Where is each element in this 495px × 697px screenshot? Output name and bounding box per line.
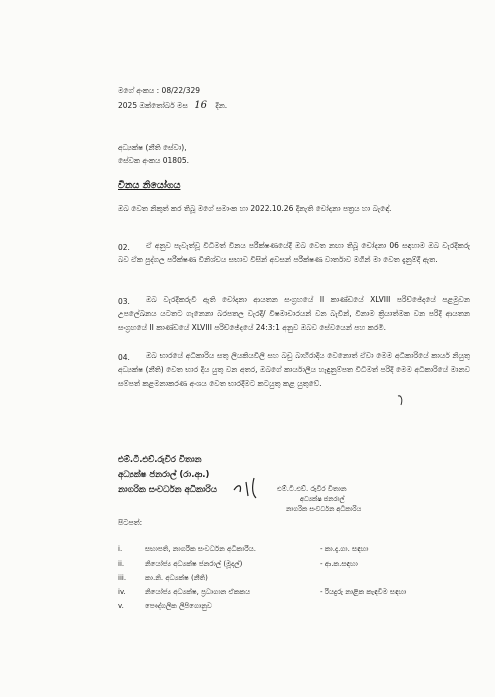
copy-number: v. [118,602,124,610]
copy-recipient-3 [118,574,478,586]
paragraph-04-number: 04. [118,353,130,362]
copy-to: කා.නි. අධ්‍යක්ෂ (නීති) [145,574,208,582]
copies-heading: පිටපත්: [118,518,143,527]
date-day-handwritten: 16 [194,100,207,111]
date-line [118,101,227,111]
copy-number: iii. [118,574,127,582]
pen-tick-mark [396,393,408,407]
paragraph-02-number: 02. [118,243,130,252]
copy-to: පෞද්ගලික ලිපිගොනුව [145,602,212,610]
copy-note: - රියදුරු නාළික කැඳවීම සඳහා [320,588,407,596]
signature-stamp-title: අධ්‍යක්ෂ ජනරාල් (රා.ආ.) [118,470,210,480]
reference-number: මගේ අංකය : 08/22/329 [118,86,201,95]
subject-heading: විනය නියෝගය [118,180,181,191]
copy-number: iv. [118,588,126,596]
copy-to: නියෝජ්‍ය අධ්‍යක්ෂ ජනරාල් (මූදල්) [145,560,243,568]
handwritten-signature [230,470,280,502]
paragraph-02: ඒ අනුව පැවැත්වූ විධිමත් විනය පරීක්ෂණයේදී ඔබ වෙත නඟා තිබූ චෝදනා 06 සඳහාම ඔබ වැරදිකරු බව ඒක පුද්ගල පරීක්ෂණ විනිශ්චය සභාව විසින් අවසන් පරීක්ෂණ වාර්තාව මගින් මා වෙත දැනුම්දී ඇත. [118,241,470,264]
copy-recipient-5 [118,602,478,614]
copy-note: - කා.දැ.ගා. සඳහා [320,545,369,553]
signature-stamp-org: නාගරික සංවර්ධන අධිකාරිය [118,485,217,495]
typed-signatory-org: නාගරික සංවර්ධන අධිකාරිය [286,505,362,513]
addressee-employee-no: සේවක අංකය 01805. [118,156,190,165]
date-prefix: 2025 ඔක්තෝබර් මස [118,101,188,110]
date-suffix: දින. [215,101,228,110]
intro-paragraph: ඔබ වෙත නිකුත් කර තිබූ මගේ සමාංක හා 2022.10.26 දිනැති චෝදනා පත්‍රය හා බැඳේ. [118,204,392,213]
addressee-title: අධ්‍යක්ෂ (නීති සේවා), [118,143,187,152]
copy-recipient-4 [118,588,478,600]
copy-note: - ආ.ක.සඳහා [320,560,358,568]
copy-number: ii. [118,560,125,568]
signature-stamp-name: එම්.ටී.එච්.රුවිර විතාන [118,455,202,465]
copy-recipient-1 [118,545,478,557]
typed-signatory-name: එම්.ටී.එච්. රුවිර විතාන [277,485,347,493]
paragraph-04: ඔබ භාරයේ අධිකාරිය සතු ලියකියවිලි සහ බඩු බාහිරාදිය වෙනොත් ඒවා මෙම අධිකාරියේ කාර්ය නියුතු අධ්‍යක්ෂ (නීති) වෙත භාර දිය යුතු වන අතර, ඔබගේ කාර්යාලීය හැඳුනුම්පත විධිමත් පරිදි මෙම අධිකාරියේ මානව සම්පත් කළමනාකරණ අංශය වෙත භාරදීමට කටයුතු කළ යුතුවේ. [118,351,470,388]
paragraph-03-number: 03. [118,297,130,306]
paragraph-03: ඔබ වැරදිකරුවී ඇති චෝදනා ආයතන සංග්‍රහයේ II කාණ්ඩයේ XLVIII පරිච්ඡේදයේ පළමුවන උපලේඛනය යටතට ගැනෙනා බරපතල වැරදි/ විෂමාචාරයන් වන බැවින්, විනාම ක්‍රියාත්මක වන පරිදි ආයතන සංග්‍රහයේ II කාණ්ඩයේ XLVIII පරිච්ඡේදයේ 24:3:1 අනුව ඔබව සේවයෙන් පහ කරමි. [118,295,470,332]
copy-recipient-2 [118,560,478,572]
copy-to: නියෝජ්‍ය අධ්‍යක්ෂ, ප්‍රධාගාන ඒකකය [145,588,251,596]
copy-number: i. [118,545,123,553]
typed-signatory-title: අධ්‍යක්ෂ ජනරාල් [300,495,345,503]
copy-to: සභාපති, නාගරික සංවර්ධන අධිකාරිය. [145,545,256,553]
